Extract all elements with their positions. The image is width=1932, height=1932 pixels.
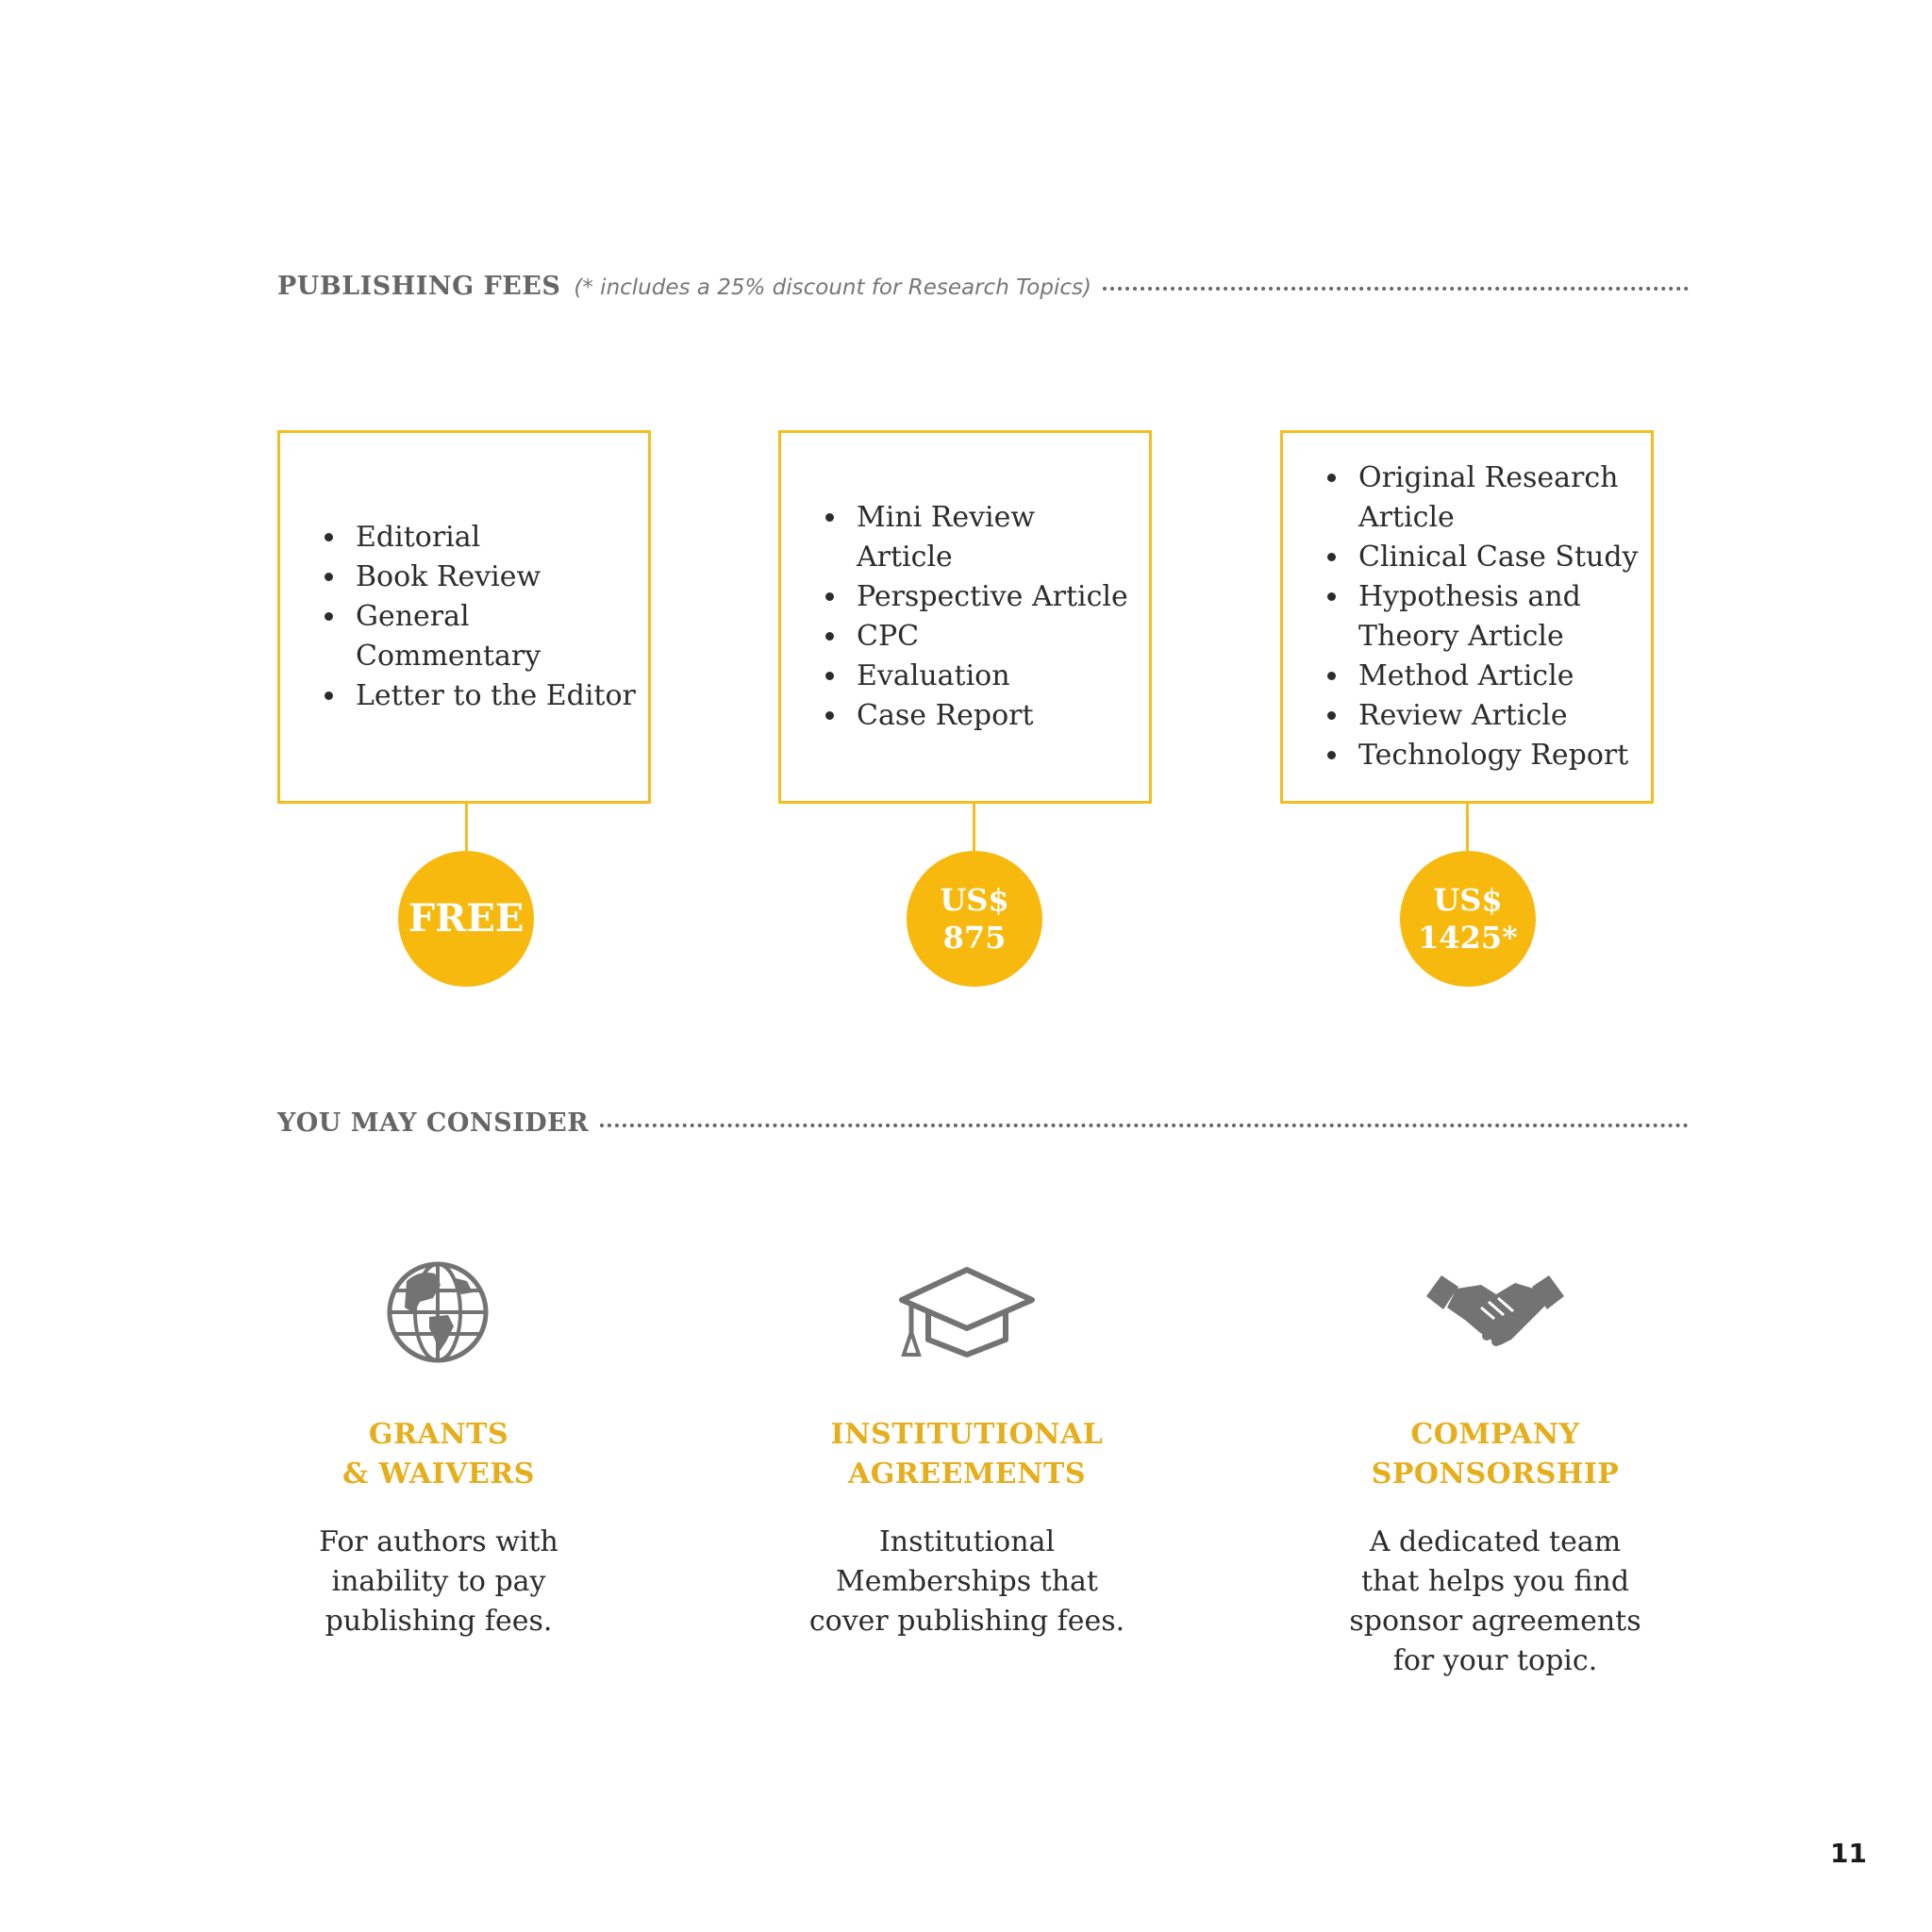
section-title: YOU MAY CONSIDER [277,1108,590,1138]
option-title-institutional [769,1415,1165,1494]
dotted-rule [1103,287,1689,291]
page-number: 11 [1830,1838,1867,1869]
price-amount: 1425* [1418,920,1518,956]
handshake-icon [1424,1270,1566,1353]
title-line: AGREEMENTS [847,1457,1087,1491]
section-title: PUBLISHING FEES [277,272,561,301]
price-badge-free [398,851,534,987]
list-item: • Letter to the Editor [348,676,636,716]
price-currency: US$ [940,882,1009,918]
list-item: • Clinical Case Study [1351,538,1641,577]
price-currency: US$ [1433,882,1503,918]
connector-line [1466,804,1469,851]
list-item: • Editorial [348,518,636,558]
list-item: • CPC [849,617,1140,657]
desc-line: publishing fees. [325,1605,553,1638]
list-item: • Book Review [348,558,636,597]
desc-line: inability to pay [331,1565,546,1598]
globe-icon [386,1260,490,1368]
title-line: INSTITUTIONAL [830,1418,1104,1451]
fee-box-1425 [1280,430,1654,804]
option-title-grants [241,1415,637,1494]
list-item: • Evaluation [849,657,1140,696]
desc-line: sponsor agreements [1349,1605,1641,1638]
list-item: • Review Article [1351,696,1641,736]
option-desc-institutional [769,1523,1165,1641]
price-amount: 875 [942,920,1007,956]
price-badge-1425 [1400,851,1536,987]
list-item: • Mini Review Article [849,498,1140,577]
article-type-list [1311,458,1641,775]
option-desc-company [1297,1523,1693,1681]
option-title-company [1297,1415,1693,1494]
list-item: • Method Article [1351,657,1641,696]
list-item: • Hypothesis and Theory Article [1351,577,1641,657]
list-item: • Original Research Article [1351,458,1641,538]
desc-line: Institutional [878,1525,1056,1558]
option-desc-grants [241,1523,637,1641]
you-may-consider-header [277,1108,1689,1138]
price-badge-875 [907,851,1042,987]
title-line: & WAIVERS [342,1457,535,1491]
graduation-cap-icon [896,1264,1038,1362]
article-type-list [308,518,636,716]
desc-line: for your topic. [1392,1644,1598,1677]
dotted-rule [600,1124,1689,1127]
publishing-fees-header [277,272,1689,301]
title-line: GRANTS [368,1418,509,1451]
article-type-list [809,498,1140,736]
title-line: COMPANY [1410,1418,1580,1451]
list-item: • Case Report [849,696,1140,736]
list-item: • Technology Report [1351,736,1641,775]
connector-line [465,804,468,851]
desc-line: For authors with [319,1525,558,1558]
desc-line: cover publishing fees. [808,1605,1125,1638]
list-item: • General Commentary [348,597,535,676]
list-item: • Perspective Article [849,577,1140,617]
desc-line: that helps you find [1360,1565,1630,1598]
connector-line [973,804,975,851]
title-line: SPONSORSHIP [1371,1457,1620,1491]
desc-line: A dedicated team [1369,1525,1622,1558]
price-label: FREE [408,896,525,941]
fee-box-875 [778,430,1152,804]
fee-box-free [277,430,651,804]
desc-line: Memberships that [836,1565,1098,1598]
discount-note: (* includes a 25% discount for Research Topics) [574,275,1091,300]
